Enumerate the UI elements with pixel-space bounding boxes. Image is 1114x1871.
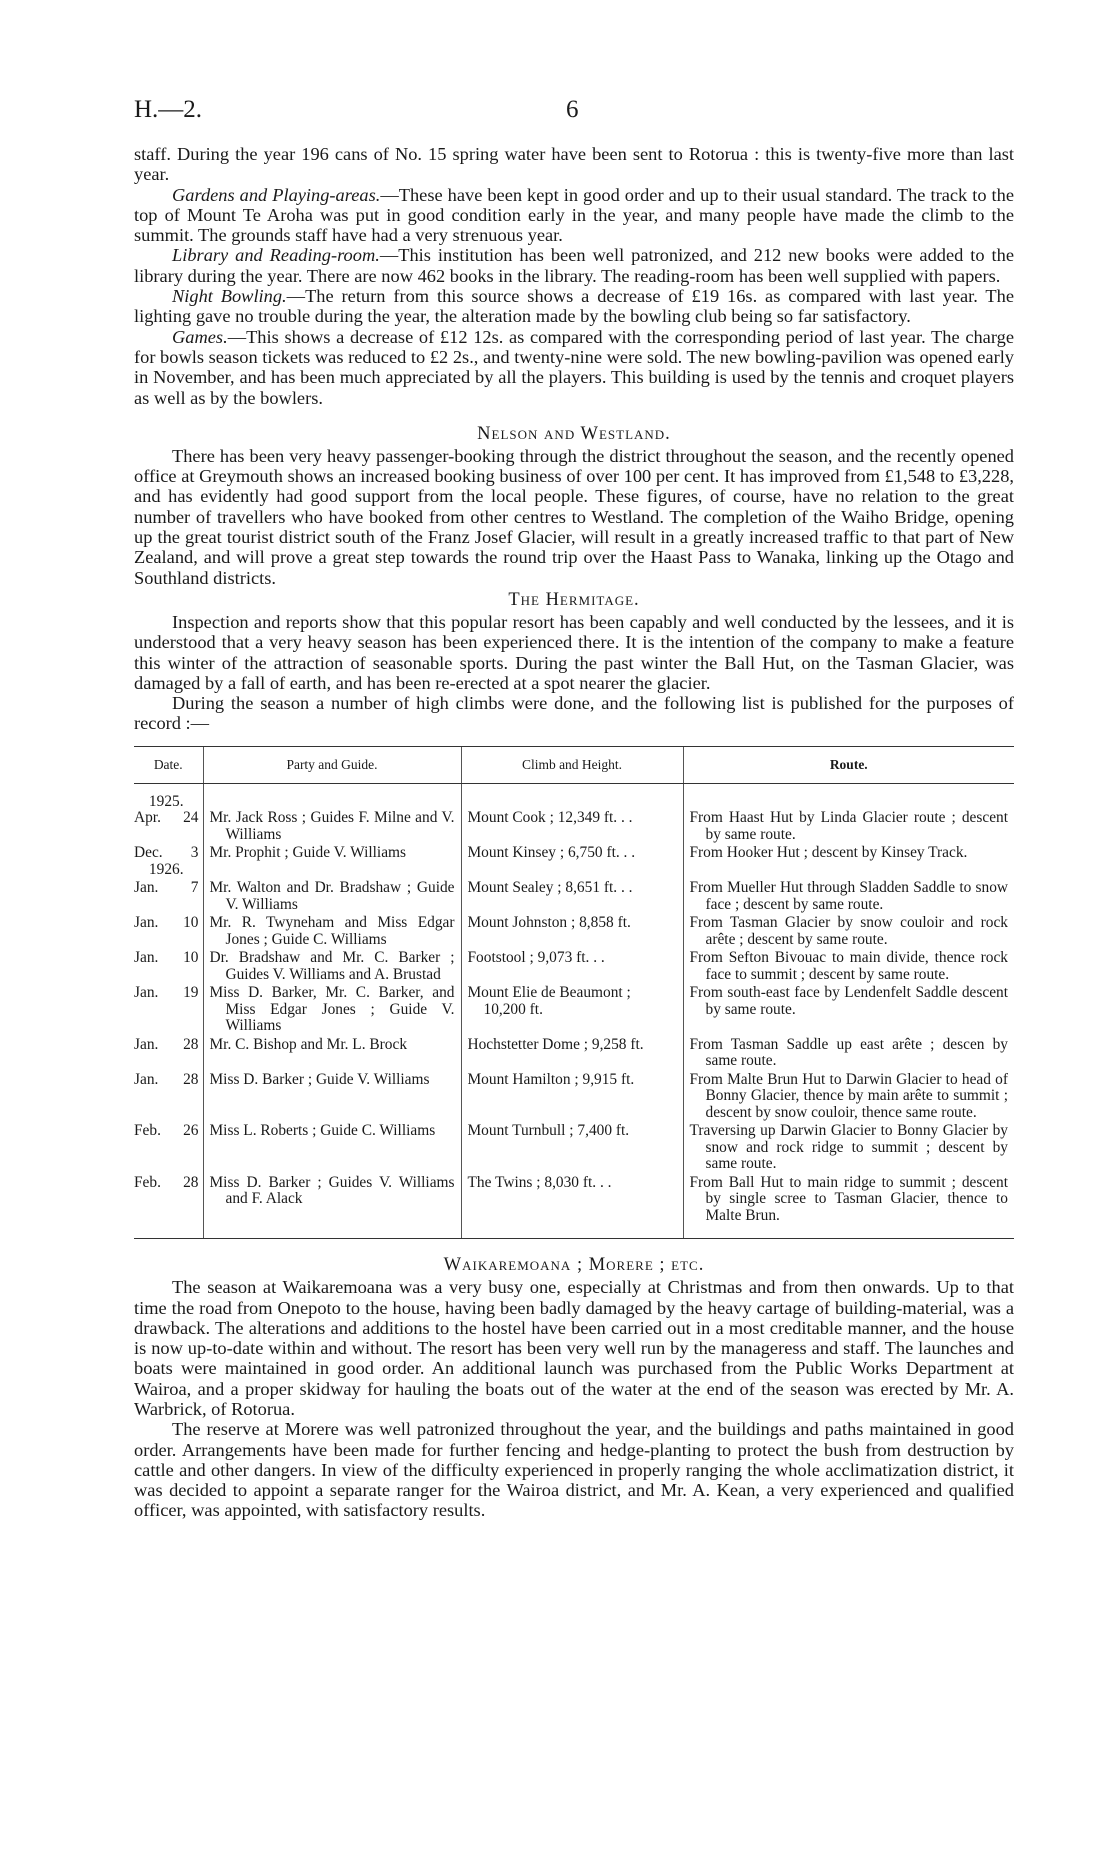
row-climb: Mount Elie de Beaumont ; 10,200 ft.	[467, 984, 631, 1018]
hermitage-paragraph: Inspection and reports show that this popular resort has been capably and well conducted by the lessees, and it is understood that a very heavy season has been experienced there. It is the intention of the company to make a feature this winter of the attraction of seasonable sports. During the past winter the Ball Hut, on the Tasman Glacier, was damaged by a fall of earth, and has been re-erected at a spot nearer the glacier.	[134, 611, 1014, 693]
row-route: From Sefton Bivouac to main divide, thence rock face to summit ; descent by same route.	[689, 949, 1008, 983]
table-row	[134, 880, 1014, 915]
table-row	[134, 1175, 1014, 1239]
row-route: From Tasman Glacier by snow couloir and rock arête ; descent by same route.	[689, 914, 1008, 948]
row-climb: Mount Johnston ; 8,858 ft.	[467, 914, 631, 932]
games-heading: Games.	[172, 326, 228, 347]
row-month: Jan.	[134, 879, 159, 897]
gardens-paragraph	[134, 185, 1014, 246]
table-row	[134, 1123, 1014, 1175]
row-day: 28	[183, 1035, 199, 1053]
column-header-climb: Climb and Height.	[461, 746, 683, 783]
row-party: Miss D. Barker ; Guide V. Williams	[209, 1070, 430, 1088]
column-header-route: Route.	[683, 746, 1014, 783]
year-label: 1926.	[148, 860, 184, 878]
year-label: 1925.	[148, 792, 184, 810]
table-row	[134, 1072, 1014, 1124]
row-route: Traversing up Darwin Glacier to Bonny Glacier by snow and rock ridge to summit ; descent by same route.	[689, 1122, 1008, 1173]
table-header-row	[134, 746, 1014, 783]
hermitage-list-intro: During the season a number of high climbs were done, and the following list is published for the purposes of record :—	[134, 693, 1014, 734]
row-climb: Mount Hamilton ; 9,915 ft.	[467, 1070, 635, 1088]
row-day: 19	[183, 984, 199, 1002]
games-text: —This shows a decrease of £12 12s. as compared with the corresponding period of last year. The charge for bowls season tickets was reduced to £2 2s., and twenty-nine were sold. The new bowling-pavilion was opened early in November, and has been much appreciated by all the players. This building is used by the tennis and croquet players as well as by the bowlers.	[134, 326, 1014, 408]
row-month: Jan.	[134, 949, 159, 967]
row-month: Feb.	[134, 1122, 161, 1140]
column-header-party: Party and Guide.	[203, 746, 461, 783]
row-party: Mr. Walton and Dr. Bradshaw ; Guide V. Williams	[209, 879, 455, 913]
row-month: Jan.	[134, 984, 159, 1002]
row-climb: The Twins ; 8,030 ft. . .	[467, 1173, 612, 1191]
row-route: From Tasman Saddle up east arête ; descen by same route.	[689, 1035, 1008, 1070]
page-body	[134, 144, 1014, 1521]
row-party: Dr. Bradshaw and Mr. C. Barker ; Guides V. Williams and A. Brustad	[209, 949, 455, 983]
document-reference: H.—2.	[134, 96, 203, 123]
row-day: 28	[183, 1070, 199, 1088]
table-row	[134, 915, 1014, 950]
row-day: 10	[183, 914, 199, 932]
row-party: Mr. R. Twyneham and Miss Edgar Jones ; Guide C. Williams	[209, 914, 455, 948]
row-climb: Hochstetter Dome ; 9,258 ft.	[467, 1035, 644, 1053]
games-paragraph	[134, 327, 1014, 408]
row-day: 24	[183, 809, 199, 827]
row-climb: Mount Sealey ; 8,651 ft. . .	[467, 879, 633, 897]
night-bowling-heading: Night Bowling.	[172, 286, 287, 307]
section-heading-hermitage: The Hermitage.	[508, 589, 640, 610]
table-row	[134, 1037, 1014, 1072]
row-party: Miss D. Barker ; Guides V. Williams and F. Alack	[209, 1173, 455, 1208]
row-month: Dec.	[134, 844, 163, 862]
row-day: 10	[183, 949, 199, 967]
gardens-heading: Gardens and Playing-areas.	[172, 184, 381, 205]
table-row	[134, 950, 1014, 985]
night-bowling-paragraph	[134, 286, 1014, 327]
row-route: From Ball Hut to main ridge to summit ; descent by single scree to Tasman Glacier, thence to Malte Brun.	[689, 1173, 1008, 1224]
row-climb: Mount Kinsey ; 6,750 ft. . .	[467, 844, 636, 862]
nelson-paragraph: There has been very heavy passenger-booking through the district throughout the season, and the recently opened office at Greymouth shows an increased booking business of over 100 per cent. It has improved from £1,548 to £3,228, and has evidently had good support from the local people. These figures, of course, have no relation to the great number of travellers who have booked from other centres to Westland. The completion of the Waiho Bridge, opening up the great tourist district south of the Franz Josef Glacier, will result in a greatly increased traffic to that part of New Zealand, and will prove a great step towards the round trip over the Haast Pass to Wanaka, linking up the Otago and Southland districts.	[134, 445, 1014, 588]
row-route: From Haast Hut by Linda Glacier route ; descent by same route.	[689, 809, 1008, 843]
row-day: 26	[183, 1122, 199, 1140]
morere-paragraph: The reserve at Morere was well patronized throughout the year, and the buildings and paths maintained in good order. Arrangements have been made for further fencing and hedge-planting to protect the bush from destruction by cattle and other dangers. In view of the difficulty experienced in properly ranging the whole acclimatization district, it was decided to appoint a separate ranger for the Wairoa district, and Mr. A. Kean, a very experienced and qualified officer, was appointed, with satisfactory results.	[134, 1419, 1014, 1521]
row-party: Miss D. Barker, Mr. C. Barker, and Miss Edgar Jones ; Guide V. Williams	[209, 984, 455, 1035]
row-month: Jan.	[134, 1070, 159, 1088]
library-text: —This institution has been well patronized, and 212 new books were added to the library during the year. There are now 462 books in the library. The reading-room has been well supplied with papers.	[134, 245, 1014, 286]
row-day: 7	[190, 879, 199, 897]
climbs-table	[134, 746, 1014, 1240]
row-route: From Mueller Hut through Sladden Saddle to snow face ; descent by same route.	[689, 879, 1008, 913]
row-route: From south-east face by Lendenfelt Saddle descent by same route.	[689, 984, 1008, 1018]
row-party: Miss L. Roberts ; Guide C. Williams	[209, 1122, 436, 1140]
row-day: 28	[183, 1173, 199, 1191]
row-route: From Malte Brun Hut to Darwin Glacier to head of Bonny Glacier, thence by main arête to summit ; descent by snow couloir, thence same route.	[689, 1070, 1008, 1121]
row-month: Jan.	[134, 1035, 159, 1053]
night-bowling-text: —The return from this source shows a decrease of £19 16s. as compared with last year. The lighting gave no trouble during the year, the alteration made by the bowling club being so far satisfactory.	[134, 286, 1014, 327]
row-month: Feb.	[134, 1173, 161, 1191]
library-heading: Library and Reading-room.	[172, 245, 380, 266]
row-month: Jan.	[134, 914, 159, 932]
waikaremoana-paragraph: The season at Waikaremoana was a very busy one, especially at Christmas and from then onwards. Up to that time the road from Onepoto to the house, having been badly damaged by the heavy cartage of building-material, was a drawback. The alterations and additions to the hostel have been carried out in a most creditable manner, and the house is now up-to-date within and without. The resort has been very well run by the manageress and staff. The launches and boats were maintained in good order. An additional launch was purchased from the Public Works Department at Wairoa, and a proper skidway for hauling the boats out of the water at the end of the season was erected by Mr. A. Warbrick, of Rotorua.	[134, 1277, 1014, 1419]
library-paragraph	[134, 245, 1014, 286]
table-row	[134, 985, 1014, 1037]
table-row	[134, 845, 1014, 880]
row-climb: Mount Turnbull ; 7,400 ft.	[467, 1122, 630, 1140]
row-month: Apr.	[134, 809, 161, 827]
continuation-paragraph: staff. During the year 196 cans of No. 15 spring water have been sent to Rotorua : this is twenty-five more than last year.	[134, 144, 1014, 185]
row-party: Mr. Jack Ross ; Guides F. Milne and V. Williams	[209, 809, 455, 843]
row-party: Mr. Prophit ; Guide V. Williams	[209, 844, 406, 862]
row-party: Mr. C. Bishop and Mr. L. Brock	[209, 1035, 408, 1053]
column-header-date: Date.	[134, 746, 203, 783]
row-climb: Footstool ; 9,073 ft. . .	[467, 949, 605, 967]
row-day: 3	[190, 844, 199, 862]
section-heading-waikaremoana: Waikaremoana ; Morere ; etc.	[443, 1255, 705, 1276]
table-row	[134, 794, 1014, 846]
gardens-text: —These have been kept in good order and up to their usual standard. The track to the top of Mount Te Aroha was put in good condition early in the year, and many people have made the climb to the summit. The grounds staff have had a very strenuous year.	[134, 184, 1014, 246]
row-route: From Hooker Hut ; descent by Kinsey Track.	[689, 844, 968, 862]
section-heading-nelson: Nelson and Westland.	[477, 423, 671, 444]
row-climb: Mount Cook ; 12,349 ft. . .	[467, 809, 633, 827]
page-header	[134, 96, 1014, 136]
page-number: 6	[566, 96, 579, 123]
